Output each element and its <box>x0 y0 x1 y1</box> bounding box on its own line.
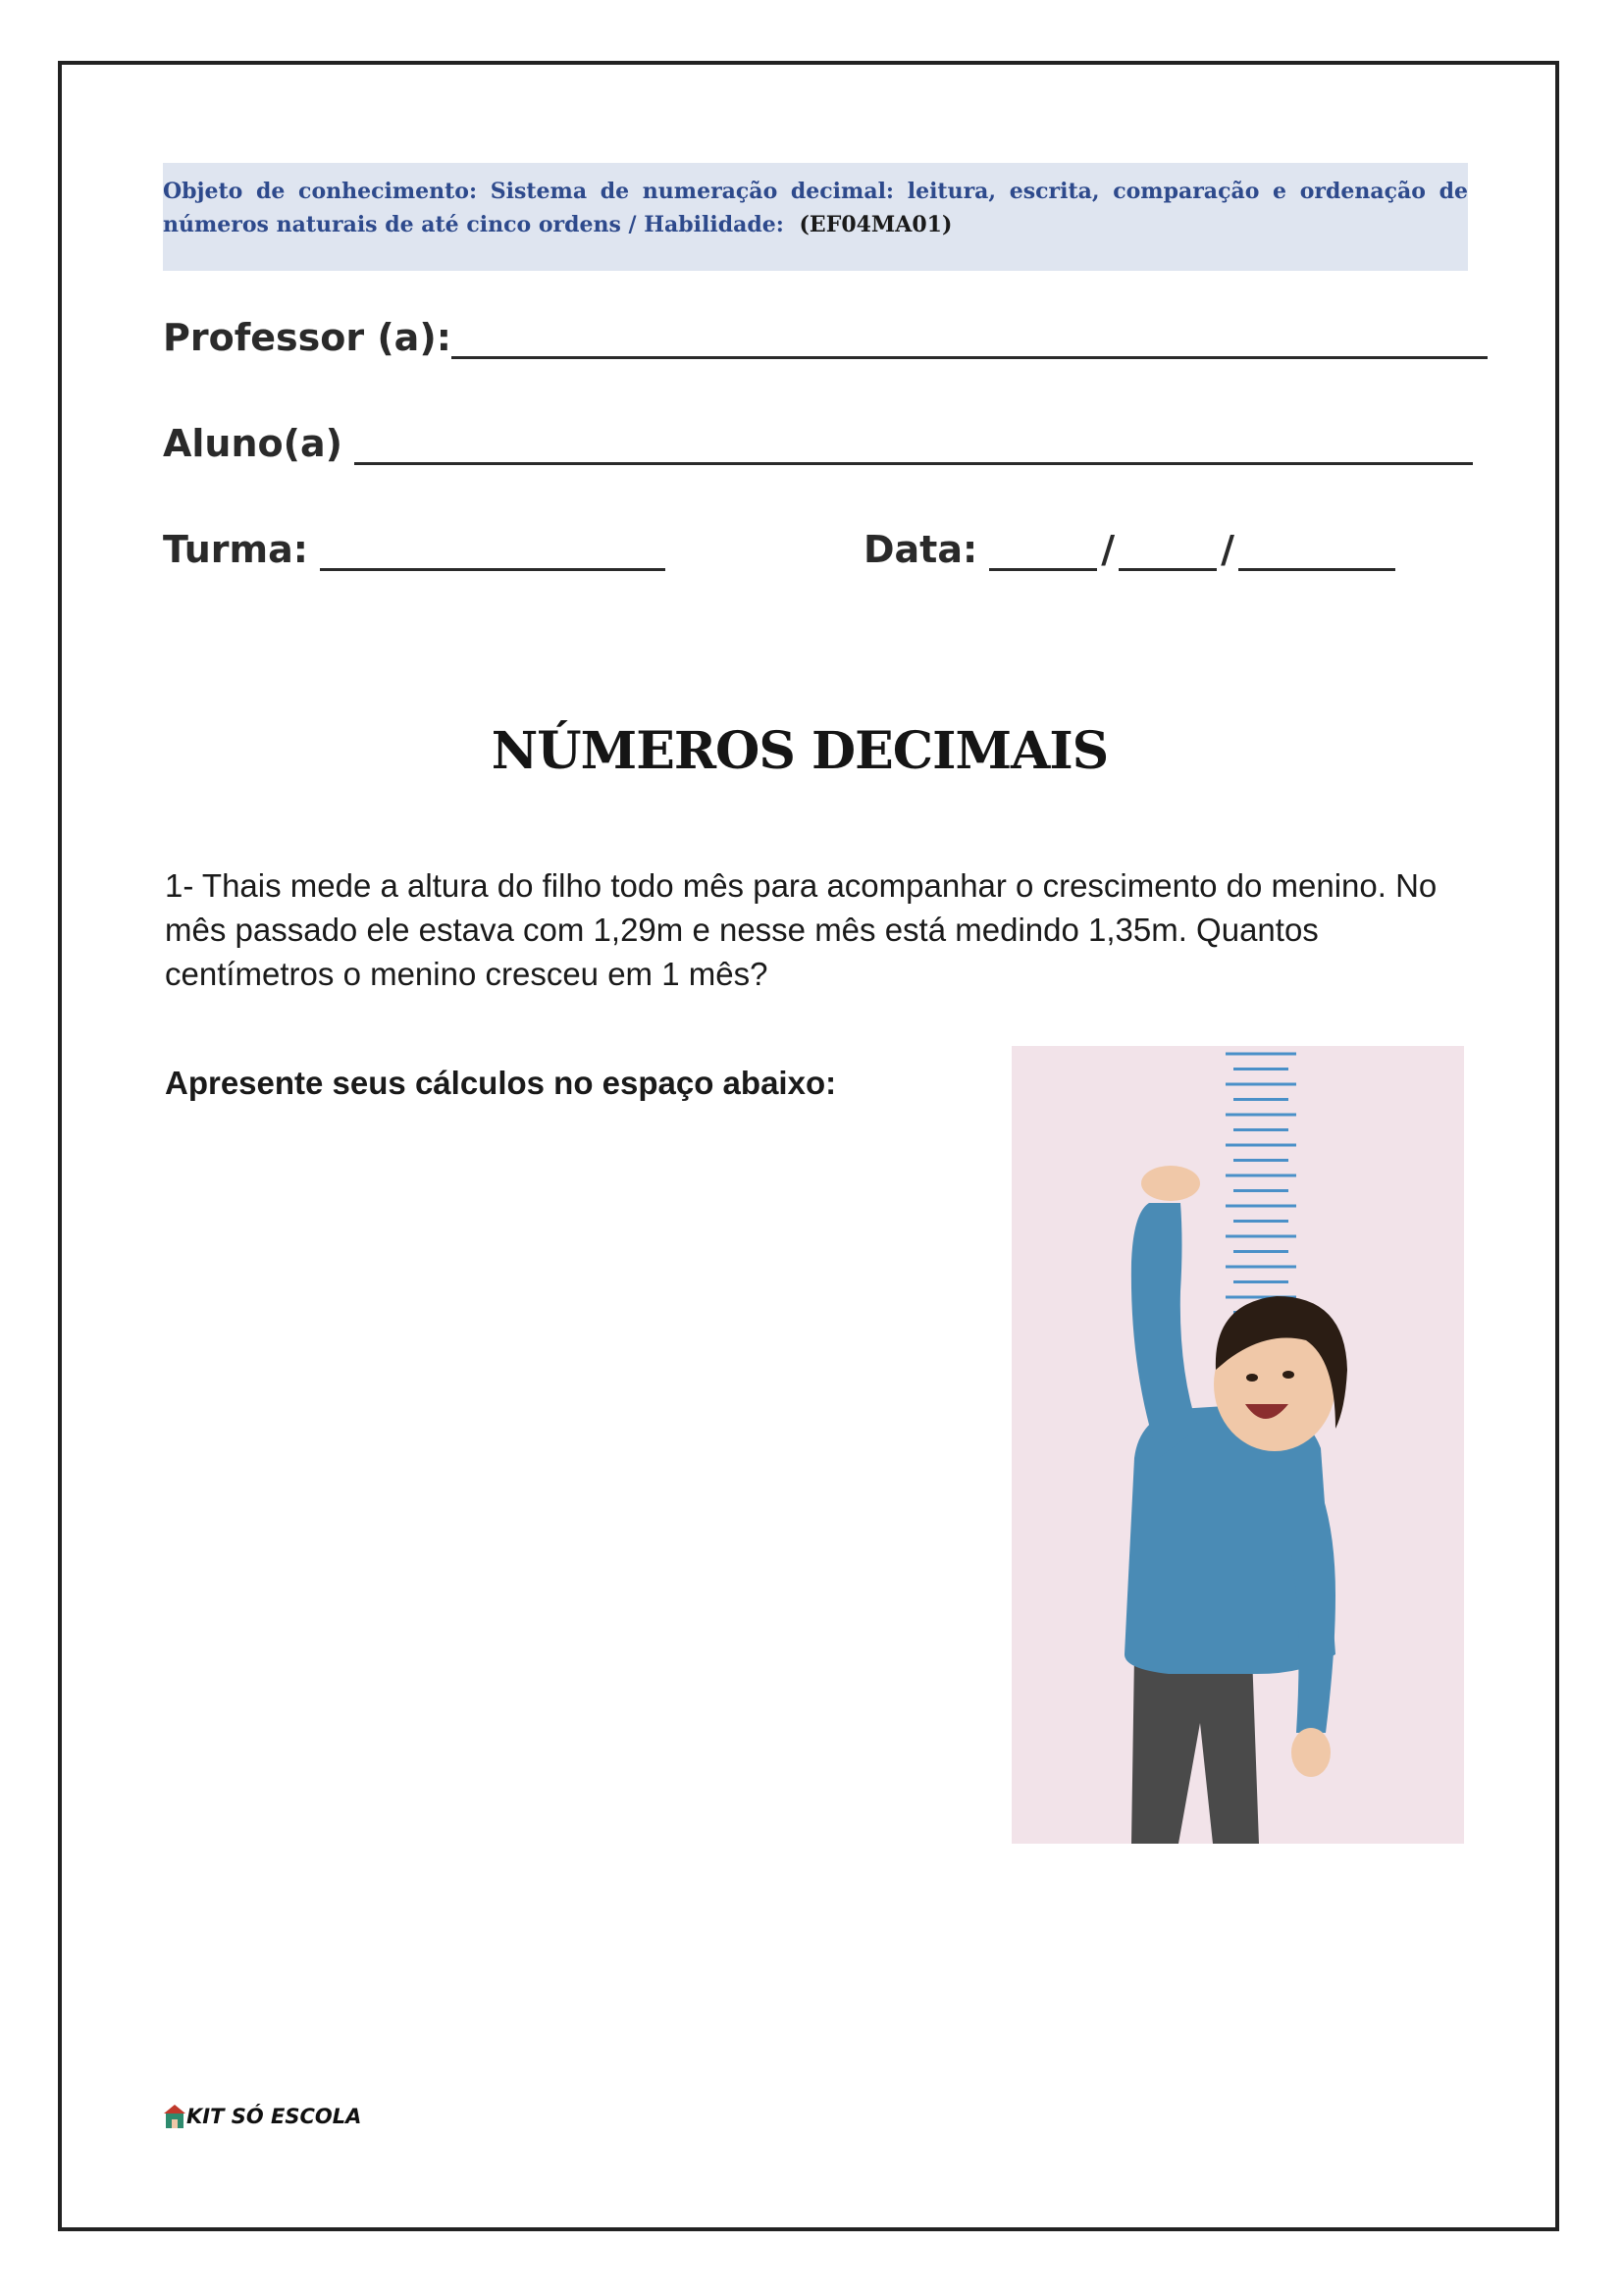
date-label: Data: <box>863 528 978 571</box>
date-separator: / <box>1221 528 1234 571</box>
student-field <box>163 422 1473 465</box>
class-label: Turma: <box>163 528 308 571</box>
class-field <box>163 528 665 571</box>
page-title: NÚMEROS DECIMAIS <box>491 721 1109 781</box>
date-month-line[interactable] <box>1119 529 1217 571</box>
student-input-line[interactable] <box>354 423 1473 465</box>
date-separator: / <box>1101 528 1116 571</box>
skill-code: (EF04MA01) <box>799 212 953 237</box>
instruction-text: Apresente seus cálculos no espaço abaixo: <box>165 1065 837 1101</box>
boy-measuring-height-photo <box>1012 1046 1464 1844</box>
objective-text: Objeto de conhecimento: Sistema de numeração decimal: leitura, escrita, comparação e ordenação de números naturais de até cinco ordens / Habilidade: <box>163 179 1468 237</box>
student-label: Aluno(a) <box>163 422 343 465</box>
logo-text: KIT SÓ ESCOLA <box>186 2105 362 2128</box>
teacher-field <box>163 316 1488 359</box>
photo-illustration <box>1012 1046 1464 1844</box>
date-year-line[interactable] <box>1238 529 1395 571</box>
brand-logo <box>163 2104 361 2129</box>
objective-banner <box>163 163 1468 271</box>
date-field <box>863 528 1395 571</box>
teacher-label: Professor (a): <box>163 316 451 359</box>
question-text: 1- Thais mede a altura do filho todo mês para acompanhar o crescimento do menino. No mês passado ele estava com 1,29m e nesse mês está medindo 1,35m. Quantos centímetros o menino cresceu em 1 mês? <box>165 867 1438 992</box>
teacher-input-line[interactable] <box>451 317 1488 359</box>
date-day-line[interactable] <box>989 529 1097 571</box>
class-input-line[interactable] <box>320 529 665 571</box>
school-icon <box>163 2104 186 2129</box>
